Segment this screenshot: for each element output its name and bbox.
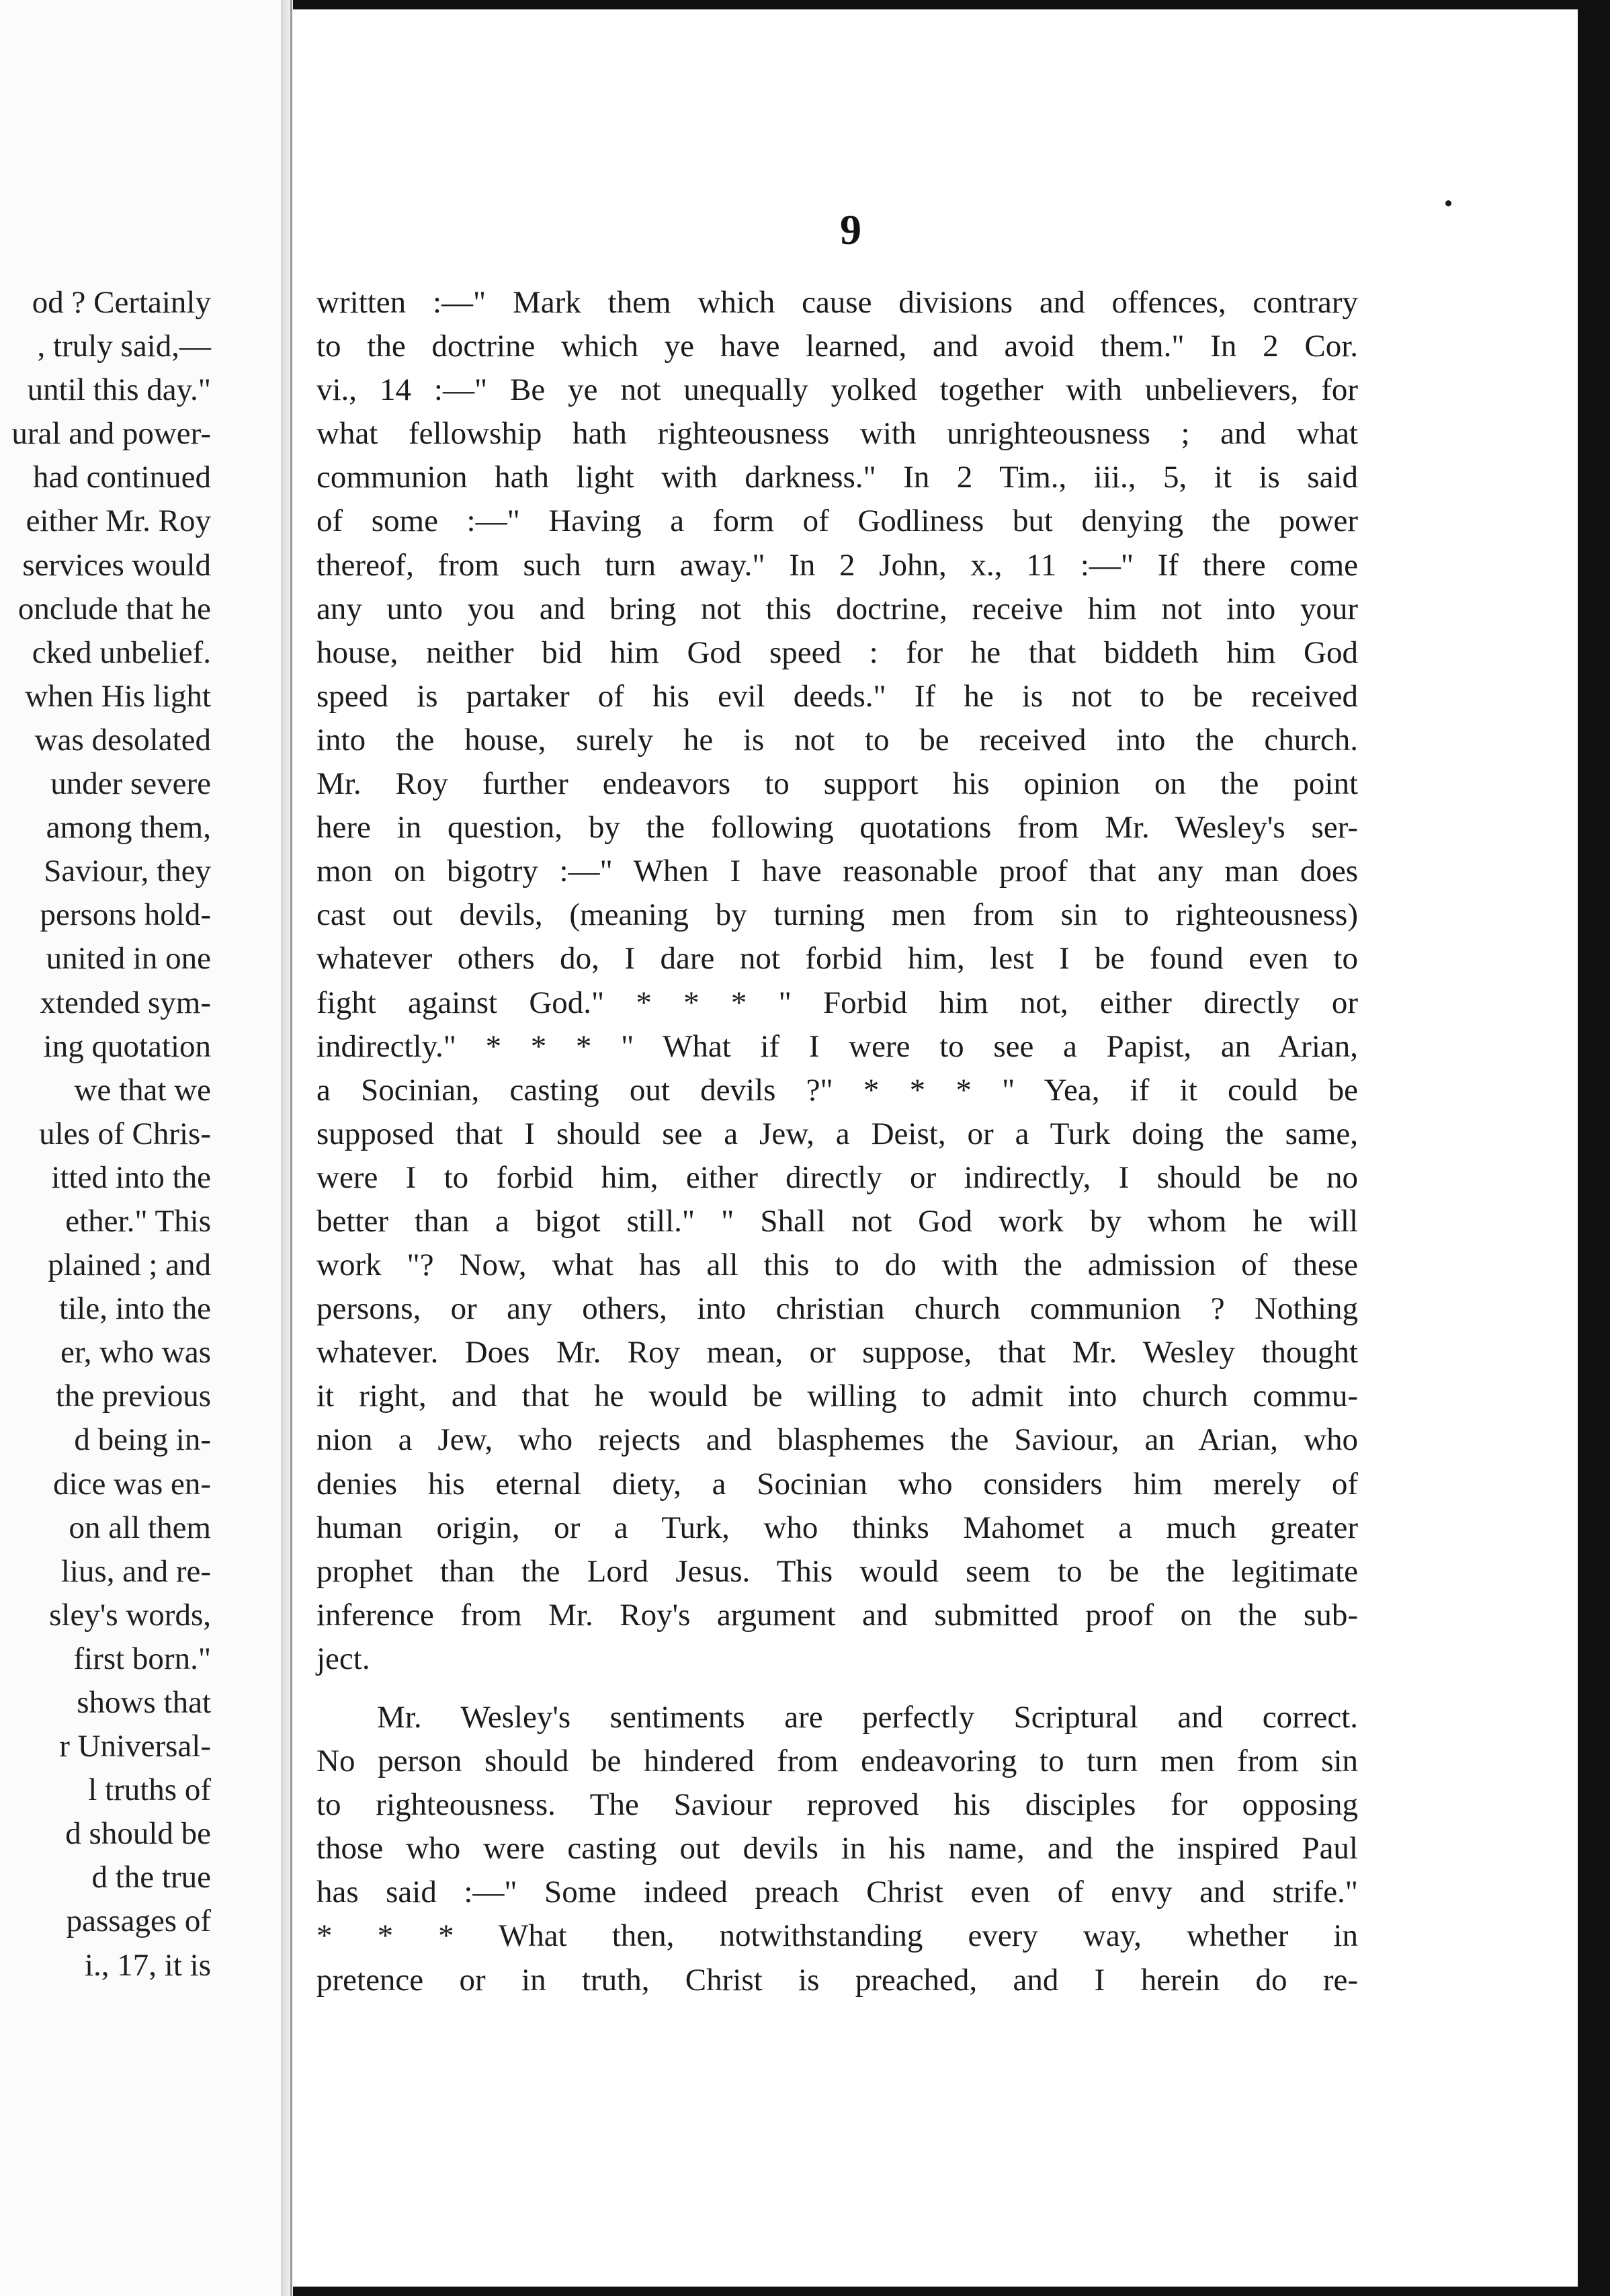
text-line: ether." This: [65, 1203, 211, 1239]
text-line: whatever. Does Mr. Roy mean, or suppose, that Mr. Wesley thought: [316, 1335, 1358, 1370]
text-line: communion hath light with darkness." In 2 Tim., iii., 5, it is said: [316, 460, 1358, 495]
text-line: * * * What then, notwithstanding every way, whether in: [316, 1918, 1358, 1954]
text-line: those who were casting out devils in his name, and the inspired Paul: [316, 1831, 1358, 1867]
text-line: nion a Jew, who rejects and blasphemes the Saviour, an Arian, who: [316, 1422, 1358, 1458]
text-line: to righteousness. The Saviour reproved his disciples for opposing: [316, 1787, 1358, 1823]
text-line: united in one: [46, 941, 211, 977]
ink-speck: [1445, 200, 1451, 206]
text-line: d should be: [65, 1816, 211, 1852]
text-line: cked unbelief.: [32, 634, 211, 670]
text-line: ing quotation: [43, 1028, 211, 1064]
text-line: persons hold-: [40, 897, 211, 933]
text-line: written :—" Mark them which cause divisions and offences, contrary: [316, 285, 1358, 320]
text-line: r Universal-: [59, 1729, 211, 1764]
text-line: prophet than the Lord Jesus. This would seem to be the legitimate: [316, 1553, 1358, 1589]
text-line: among them,: [46, 810, 211, 846]
body-text: [316, 281, 1358, 2002]
text-line: od ? Certainly: [32, 285, 211, 320]
text-line: , truly said,—: [37, 329, 211, 364]
text-line: Saviour, they: [44, 854, 211, 889]
text-line: what fellowship hath righteousness with unrighteousness ; and what: [316, 416, 1358, 452]
text-line: services would: [22, 547, 211, 583]
left-page-text: [0, 281, 211, 1987]
text-line: dice was en-: [53, 1466, 211, 1502]
text-line: cast out devils, (meaning by turning men from sin to righteousness): [316, 897, 1358, 933]
text-line: lius, and re-: [60, 1553, 211, 1589]
text-line: inference from Mr. Roy's argument and submitted proof on the sub-: [316, 1597, 1358, 1633]
text-line: we that we: [74, 1072, 211, 1108]
text-line: until this day.": [27, 372, 211, 408]
page-edge-line: [290, 0, 292, 2296]
text-line: ural and power-: [11, 416, 211, 452]
text-line: of some :—" Having a form of Godliness but denying the power: [316, 503, 1358, 539]
text-line: human origin, or a Turk, who thinks Mahomet a much greater: [316, 1510, 1358, 1545]
text-line: ject.: [316, 1641, 370, 1676]
text-line: had continued: [33, 460, 211, 495]
text-line: i., 17, it is: [84, 1947, 211, 1983]
page-number: 9: [840, 206, 861, 253]
text-line: here in question, by the following quotations from Mr. Wesley's ser-: [316, 810, 1358, 846]
text-line: indirectly." * * * " What if I were to see a Papist, an Arian,: [316, 1028, 1358, 1064]
text-line: persons, or any others, into christian church communion ? Nothing: [316, 1291, 1358, 1327]
right-page: [293, 0, 1610, 2296]
scan-border-top: [293, 0, 1610, 9]
text-line: work "? Now, what has all this to do with the admission of these: [316, 1247, 1358, 1283]
text-line: speed is partaker of his evil deeds." If he is not to be received: [316, 678, 1358, 714]
text-line: supposed that I should see a Jew, a Deist, or a Turk doing the same,: [316, 1116, 1358, 1151]
text-line: house, neither bid him God speed : for he that biddeth him God: [316, 634, 1358, 670]
scan-border-bottom: [293, 2287, 1610, 2296]
text-line: the previous: [55, 1379, 211, 1414]
left-facing-page: [0, 0, 281, 2296]
text-line: tile, into the: [59, 1291, 211, 1327]
text-line: has said :—" Some indeed preach Christ even of envy and strife.": [316, 1875, 1358, 1910]
paragraph-2: [316, 1696, 1358, 2002]
text-line: were I to forbid him, either directly or indirectly, I should be no: [316, 1159, 1358, 1195]
paragraph-1: [316, 281, 1358, 1681]
text-line: sley's words,: [49, 1597, 211, 1633]
text-line: Mr. Roy further endeavors to support his opinion on the point: [316, 766, 1358, 802]
text-line: No person should be hindered from endeavoring to turn men from sin: [316, 1744, 1358, 1779]
text-line: into the house, surely he is not to be received into the church.: [316, 722, 1358, 757]
text-line: thereof, from such turn away." In 2 John, x., 11 :—" If there come: [316, 547, 1358, 583]
text-line: er, who was: [60, 1335, 211, 1370]
text-line: either Mr. Roy: [26, 503, 211, 539]
text-line: whatever others do, I dare not forbid him, lest I be found even to: [316, 941, 1358, 977]
text-line: first born.": [73, 1641, 211, 1676]
text-line: it right, and that he would be willing to admit into church commu-: [316, 1379, 1358, 1414]
text-line: xtended sym-: [40, 985, 211, 1020]
text-line: plained ; and: [48, 1247, 211, 1283]
text-line: mon on bigotry :—" When I have reasonable proof that any man does: [316, 854, 1358, 889]
text-line: ules of Chris-: [39, 1116, 211, 1151]
text-line: Mr. Wesley's sentiments are perfectly Scriptural and correct.: [377, 1700, 1358, 1735]
text-line: better than a bigot still." " Shall not God work by whom he will: [316, 1203, 1358, 1239]
paragraph-gap: [316, 1681, 1358, 1696]
scan-border-right: [1578, 0, 1610, 2296]
text-line: vi., 14 :—" Be ye not unequally yolked together with unbelievers, for: [316, 372, 1358, 408]
text-line: when His light: [25, 678, 211, 714]
text-line: l truths of: [88, 1772, 211, 1808]
text-line: fight against God." * * * " Forbid him not, either directly or: [316, 985, 1358, 1020]
text-line: passages of: [66, 1903, 211, 1939]
text-line: itted into the: [51, 1159, 211, 1195]
text-line: denies his eternal diety, a Socinian who considers him merely of: [316, 1466, 1358, 1502]
text-line: on all them: [69, 1510, 211, 1545]
text-line: d the true: [91, 1860, 211, 1895]
text-line: any unto you and bring not this doctrine, receive him not into your: [316, 591, 1358, 626]
text-line: to the doctrine which ye have learned, and avoid them." In 2 Cor.: [316, 329, 1358, 364]
text-line: under severe: [50, 766, 211, 802]
text-line: was desolated: [34, 722, 211, 757]
text-line: a Socinian, casting out devils ?" * * * " Yea, if it could be: [316, 1072, 1358, 1108]
text-line: onclude that he: [17, 591, 211, 626]
text-line: d being in-: [74, 1422, 211, 1458]
text-line: pretence or in truth, Christ is preached, and I herein do re-: [316, 1962, 1358, 1998]
text-line: shows that: [77, 1685, 211, 1720]
